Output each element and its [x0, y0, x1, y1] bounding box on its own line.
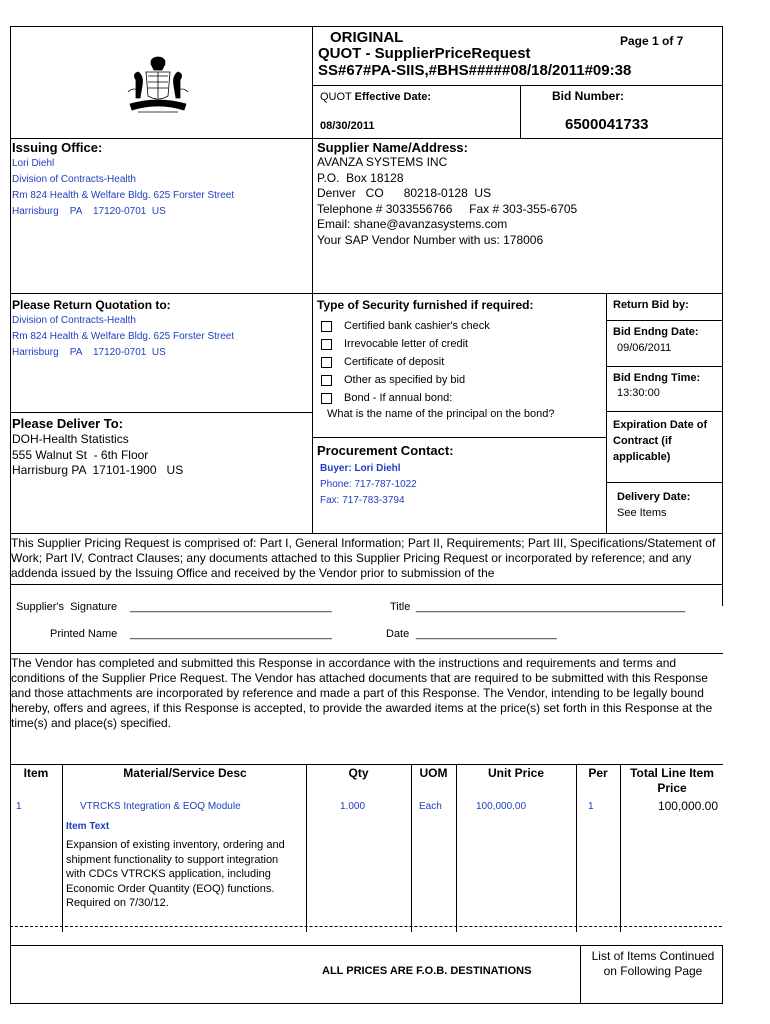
line-footer-top: [10, 945, 723, 946]
supplier-label: Supplier Name/Address:: [317, 140, 468, 155]
col-header-per: Per: [588, 766, 608, 780]
table-dash-line: [10, 926, 722, 927]
buyer-name: Buyer: Lori Diehl: [320, 463, 401, 474]
frame-left: [10, 26, 11, 1004]
line-rb4: [606, 482, 723, 483]
row-uom: Each: [419, 801, 442, 812]
divider-bid: [520, 85, 521, 138]
deliver-to-label: Please Deliver To:: [12, 416, 124, 431]
supplier-signature-line[interactable]: _________________________________: [130, 601, 332, 613]
col-line-5: [576, 764, 577, 932]
checkbox[interactable]: [321, 357, 332, 368]
return-quotation-label: Please Return Quotation to:: [12, 298, 171, 312]
row-item-text: Expansion of existing inventory, ordering and shipment functionality to support integration with CDCs VTRCKS application, including Economic Order Quantity (EOQ) functions. Required on 7/30/12.: [66, 839, 285, 909]
page-number: Page 1 of 7: [620, 34, 684, 48]
security-option-bond[interactable]: Bond - If annual bond:: [321, 389, 603, 407]
checkbox[interactable]: [321, 339, 332, 350]
security-option-certificate-deposit[interactable]: Certificate of deposit: [321, 353, 603, 371]
effective-date: 08/30/2011: [320, 120, 375, 132]
issuing-office-name: Lori Diehl: [12, 158, 55, 169]
seal-icon: [118, 52, 198, 120]
row-per: 1: [588, 801, 594, 812]
header-doc-type: QUOT - SupplierPriceRequest: [318, 45, 531, 62]
security-section: [317, 297, 603, 421]
deliver-line-2: 555 Walnut St - 6th Floor: [12, 447, 149, 462]
line-rb1: [606, 320, 723, 321]
fob-note: ALL PRICES ARE F.O.B. DESTINATIONS: [322, 965, 532, 977]
bid-end-date-label: Bid Endng Date:: [613, 326, 699, 338]
issuing-office-city: Harrisburg PA 17120-0701 US: [12, 206, 166, 217]
security-label: Type of Security furnished if required:: [317, 298, 534, 312]
row-unit-price: 100,000.00: [476, 801, 527, 812]
return-city: Harrisburg PA 17120-0701 US: [12, 347, 166, 358]
col-header-item: Item: [23, 766, 49, 780]
date-line[interactable]: _______________________: [416, 628, 557, 640]
col-line-1: [62, 764, 63, 932]
effective-date-label: QUOT Effective Date:: [320, 91, 432, 103]
supplier-address: [317, 140, 717, 248]
line-table-top: [10, 764, 723, 765]
line-header-2: [10, 138, 723, 139]
line-intro-bottom: [10, 584, 723, 585]
divider-middle: [312, 26, 313, 533]
header-original: ORIGINAL: [330, 29, 404, 46]
intro-paragraph: This Supplier Pricing Request is comprised of: Part I, General Information; Part II, Requirements; Part III, Specifications/Statement of Work; Part IV, Contract Clauses; any documents attached to this Supplier Pricing Request or incorporated by reference; and any addenda issued by the Issuing Office and received by the Vendor prior to submission of the: [11, 536, 716, 580]
issuing-office-division: Division of Contracts-Health: [12, 174, 136, 185]
col-header-qty: Qty: [348, 766, 369, 780]
frame-bottom: [10, 1003, 723, 1004]
line-rb2: [606, 366, 723, 367]
bond-principal-question: What is the name of the principal on the bond?: [327, 408, 555, 420]
supplier-email: Email: shane@avanzasystems.com: [317, 217, 508, 231]
items-continued-note: List of Items Continued on Following Page: [591, 949, 715, 978]
bid-end-time-label: Bid Endng Time:: [613, 372, 701, 384]
row-item-number: 1: [16, 801, 22, 812]
row-total: 100,000.00: [657, 799, 718, 813]
supplier-signature-label: Supplier's Signature: [16, 601, 118, 613]
line-deliver: [10, 412, 312, 413]
bid-number: 6500041733: [565, 116, 649, 133]
security-option-letter-of-credit[interactable]: Irrevocable letter of credit: [321, 335, 603, 353]
frame-right-lower: [722, 945, 723, 1004]
return-quotation: [12, 297, 308, 361]
line-header-1: [312, 85, 723, 86]
col-line-6: [620, 764, 621, 932]
col-header-unit-price: Unit Price: [487, 766, 544, 780]
issuing-office-label: Issuing Office:: [12, 140, 103, 155]
supplier-name: AVANZA SYSTEMS INC: [317, 155, 448, 169]
col-line-3: [411, 764, 412, 932]
supplier-city: Denver CO 80218-0128 US: [317, 186, 492, 200]
return-division: Division of Contracts-Health: [12, 315, 136, 326]
vendor-paragraph: The Vendor has completed and submitted this Response in accordance with the instructions and requirements and terms and conditions of the Supplier Price Request. The Vendor has attached documents that are required to be submitted with this Response and those attachments are incorporated by reference and made a part of this Response. The Vendor, intending to be legally bound hereby, offers and agrees, if this Response is accepted, to provide the awarded items at the price(s) set forth in this Response at the time(s) and place(s) specified.: [11, 656, 713, 730]
buyer-phone: Phone: 717-787-1022: [320, 479, 417, 490]
supplier-pobox: P.O. Box 18128: [317, 170, 404, 185]
procurement-contact: [317, 443, 603, 509]
issuing-office-address: Rm 824 Health & Welfare Bldg. 625 Forster Street: [12, 190, 235, 201]
bid-number-label: Bid Number:: [552, 89, 624, 103]
col-header-total: Total Line Item Price: [630, 766, 714, 795]
checkbox[interactable]: [321, 393, 332, 404]
title-label: Title: [390, 601, 411, 613]
expiration-date-label: Expiration Date of Contract (if applicable): [613, 419, 708, 463]
col-line-2: [306, 764, 307, 932]
header-doc-id: SS#67#PA-SIIS,#BHS#####08/18/2011#09:38: [318, 62, 632, 79]
issuing-office: [12, 140, 308, 220]
deliver-to: [12, 416, 308, 479]
line-rb3: [606, 411, 723, 412]
col-line-4: [456, 764, 457, 932]
buyer-fax: Fax: 717-783-3794: [320, 495, 405, 506]
line-intro-top: [10, 533, 723, 534]
line-row2: [10, 293, 723, 294]
delivery-date-value: See Items: [617, 507, 667, 519]
bid-end-time: 13:30:00: [617, 387, 660, 399]
row-qty: 1.000: [340, 801, 366, 812]
deliver-line-1: DOH-Health Statistics: [12, 432, 129, 446]
row-item-text-label: Item Text: [66, 821, 110, 832]
frame-top: [10, 26, 723, 27]
supplier-phone: Telephone # 3033556766 Fax # 303-355-6705: [317, 201, 578, 216]
bid-end-date: 09/06/2011: [617, 342, 672, 354]
printed-name-label: Printed Name: [50, 628, 118, 640]
printed-name-line[interactable]: _________________________________: [130, 628, 332, 640]
divider-right-col: [606, 293, 607, 533]
col-header-material: Material/Service Desc: [123, 766, 247, 780]
return-address: Rm 824 Health & Welfare Bldg. 625 Forster Street: [12, 331, 235, 342]
security-option-other[interactable]: Other as specified by bid: [321, 371, 603, 389]
checkbox[interactable]: [321, 321, 332, 332]
frame-right-upper: [722, 26, 723, 606]
date-label: Date: [386, 628, 410, 640]
return-bid-label: Return Bid by:: [613, 299, 689, 311]
supplier-vendor-number: Your SAP Vendor Number with us: 178006: [317, 232, 544, 247]
security-option-cashiers-check[interactable]: Certified bank cashier's check: [321, 317, 603, 335]
deliver-line-3: Harrisburg PA 17101-1900 US: [12, 463, 184, 477]
delivery-date-label: Delivery Date:: [617, 491, 691, 503]
procurement-label: Procurement Contact:: [317, 443, 454, 458]
line-procurement: [312, 437, 606, 438]
divider-footer: [580, 945, 581, 1003]
checkbox[interactable]: [321, 375, 332, 386]
title-line[interactable]: ____________________________________________: [416, 601, 686, 613]
row-material: VTRCKS Integration & EOQ Module: [80, 801, 241, 812]
col-header-uom: UOM: [419, 766, 448, 780]
line-vendor-top: [10, 653, 723, 654]
